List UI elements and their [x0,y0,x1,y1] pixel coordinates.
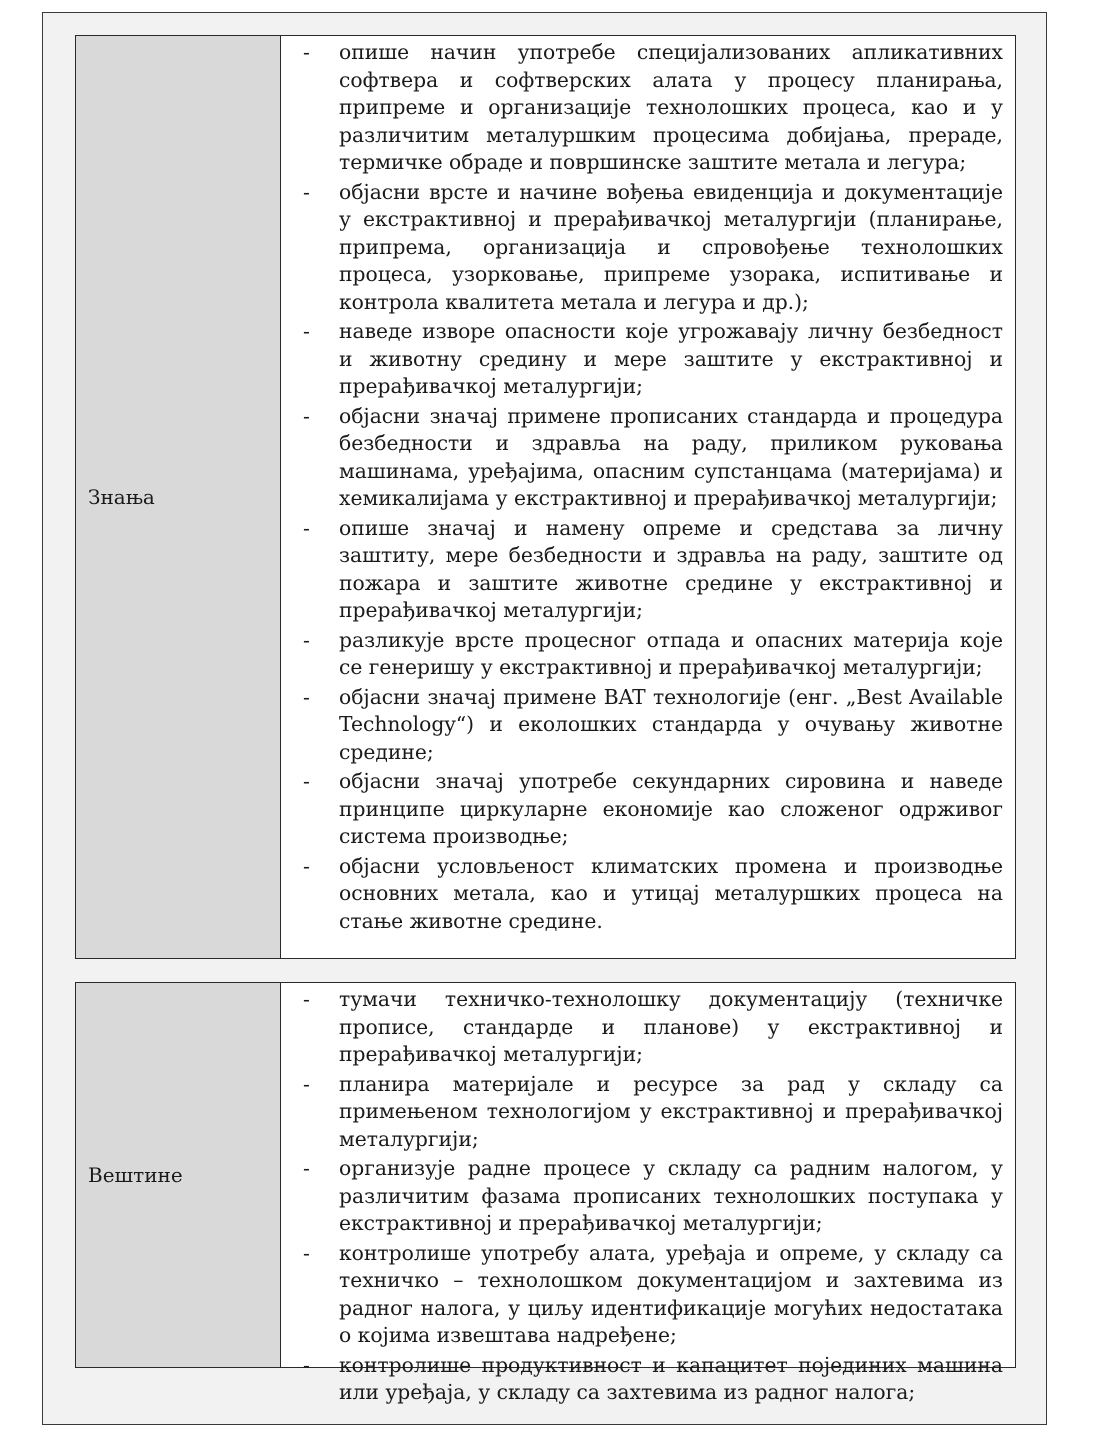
list-item [301,853,1003,936]
list-item [301,1352,1003,1407]
item-text: објасни значај примене прописаних стандарда и процедура безбедности и здравља на раду, приликом руковања машинама, уређајима, опасним супстанцама (материјама) и хемикалијама у екстрактивној и прерађивачкој металургији; [339,403,1003,510]
list-item [301,318,1003,401]
bullet-dash: - [303,684,310,709]
item-text: контролише продуктивност и капацитет појединих машина или уређаја, у складу са захтевима из радног налога; [339,1352,1003,1404]
item-text: објасни значај примене BAT технологије (енг. „Best Available Technology“) и еколошких стандарда у очувању животне средине; [339,684,1003,764]
item-text: контролише употребу алата, уређаја и опреме, у складу са техничко – технолошком документацијом и захтевима из радног налога, у циљу идентификације могућих недостатака о којима извештава надређене; [339,1240,1003,1347]
bullet-dash: - [303,1352,310,1377]
section-knowledge [75,35,1016,959]
section-content [281,36,1015,958]
bullet-dash: - [303,403,310,428]
item-text: организује радне процесе у складу са радним налогом, у различитим фазама прописаних технолошких поступака у екстрактивној и прерађивачкој металургији; [339,1156,1003,1235]
item-text: планира материјале и ресурсе за рад у складу са примењеном технологијом у екстрактивној и прерађивачкој металургији; [339,1071,1003,1151]
bullet-dash: - [303,1240,310,1265]
section-label: Вештине [76,983,281,1367]
bullet-dash: - [303,853,310,878]
item-text: опише начин употребе специјализованих апликативних софтвера и софтверских алата у процесу планирања, припреме и организације технолошких процеса, као и у различитим металуршким процесима добијања, прераде, термичке обраде и површинске заштите метала и легура; [339,40,1003,174]
list-item [301,1240,1003,1350]
list-item [301,1155,1003,1238]
bullet-dash: - [303,515,310,540]
list-item [301,986,1003,1069]
item-text: објасни значај употребе секундарних сировина и наведе принципе циркуларне економије као сложеног одрживог система производње; [339,769,1003,848]
bullet-dash: - [303,319,310,343]
item-list [301,986,1003,1407]
bullet-dash: - [303,769,310,793]
item-text: објасни условљеност климатских промена и производње основних метала, као и утицај металуршких процеса на стање животне средине. [339,853,1003,933]
item-text: разликује врсте процесног отпада и опасних материја које се генеришу у екстрактивној и прерађивачкој металургији; [339,627,1003,679]
list-item [301,1071,1003,1154]
item-text: објасни врсте и начине вођења евиденција и документације у екстрактивној и прерађивачкој металургији (планирање, припрема, организација и спровођење технолошких процеса, узорковање, припреме узорака, испитивање и контрола квалитета метала и легура и др.); [339,179,1003,314]
list-item [301,768,1003,851]
section-skills [75,982,1016,1404]
list-item [301,179,1003,317]
section-content [281,983,1015,1404]
list-item [301,403,1003,513]
section-label: Знања [76,36,281,958]
bullet-dash: - [303,987,310,1011]
bullet-dash: - [303,1156,310,1180]
item-text: наведе изворе опасности које угрожавају личну безбедност и животну средину и мере заштите у екстрактивној и прерађивачкој металургији; [339,319,1003,398]
item-list [301,39,1003,935]
bullet-dash: - [303,1071,310,1096]
bullet-dash: - [303,40,310,64]
bullet-dash: - [303,627,310,652]
bullet-dash: - [303,179,310,204]
list-item [301,39,1003,177]
item-text: тумачи техничко-технолошку документацију (техничке прописе, стандарде и планове) у екстрактивној и прерађивачкој металургији; [339,987,1003,1066]
list-item [301,684,1003,767]
list-item [301,627,1003,682]
list-item [301,515,1003,625]
item-text: опише значај и намену опреме и средстава за личну заштиту, мере безбедности и здравља на раду, заштите од пожара и заштите животне средине у екстрактивној и прерађивачкој металургији; [339,515,1003,622]
